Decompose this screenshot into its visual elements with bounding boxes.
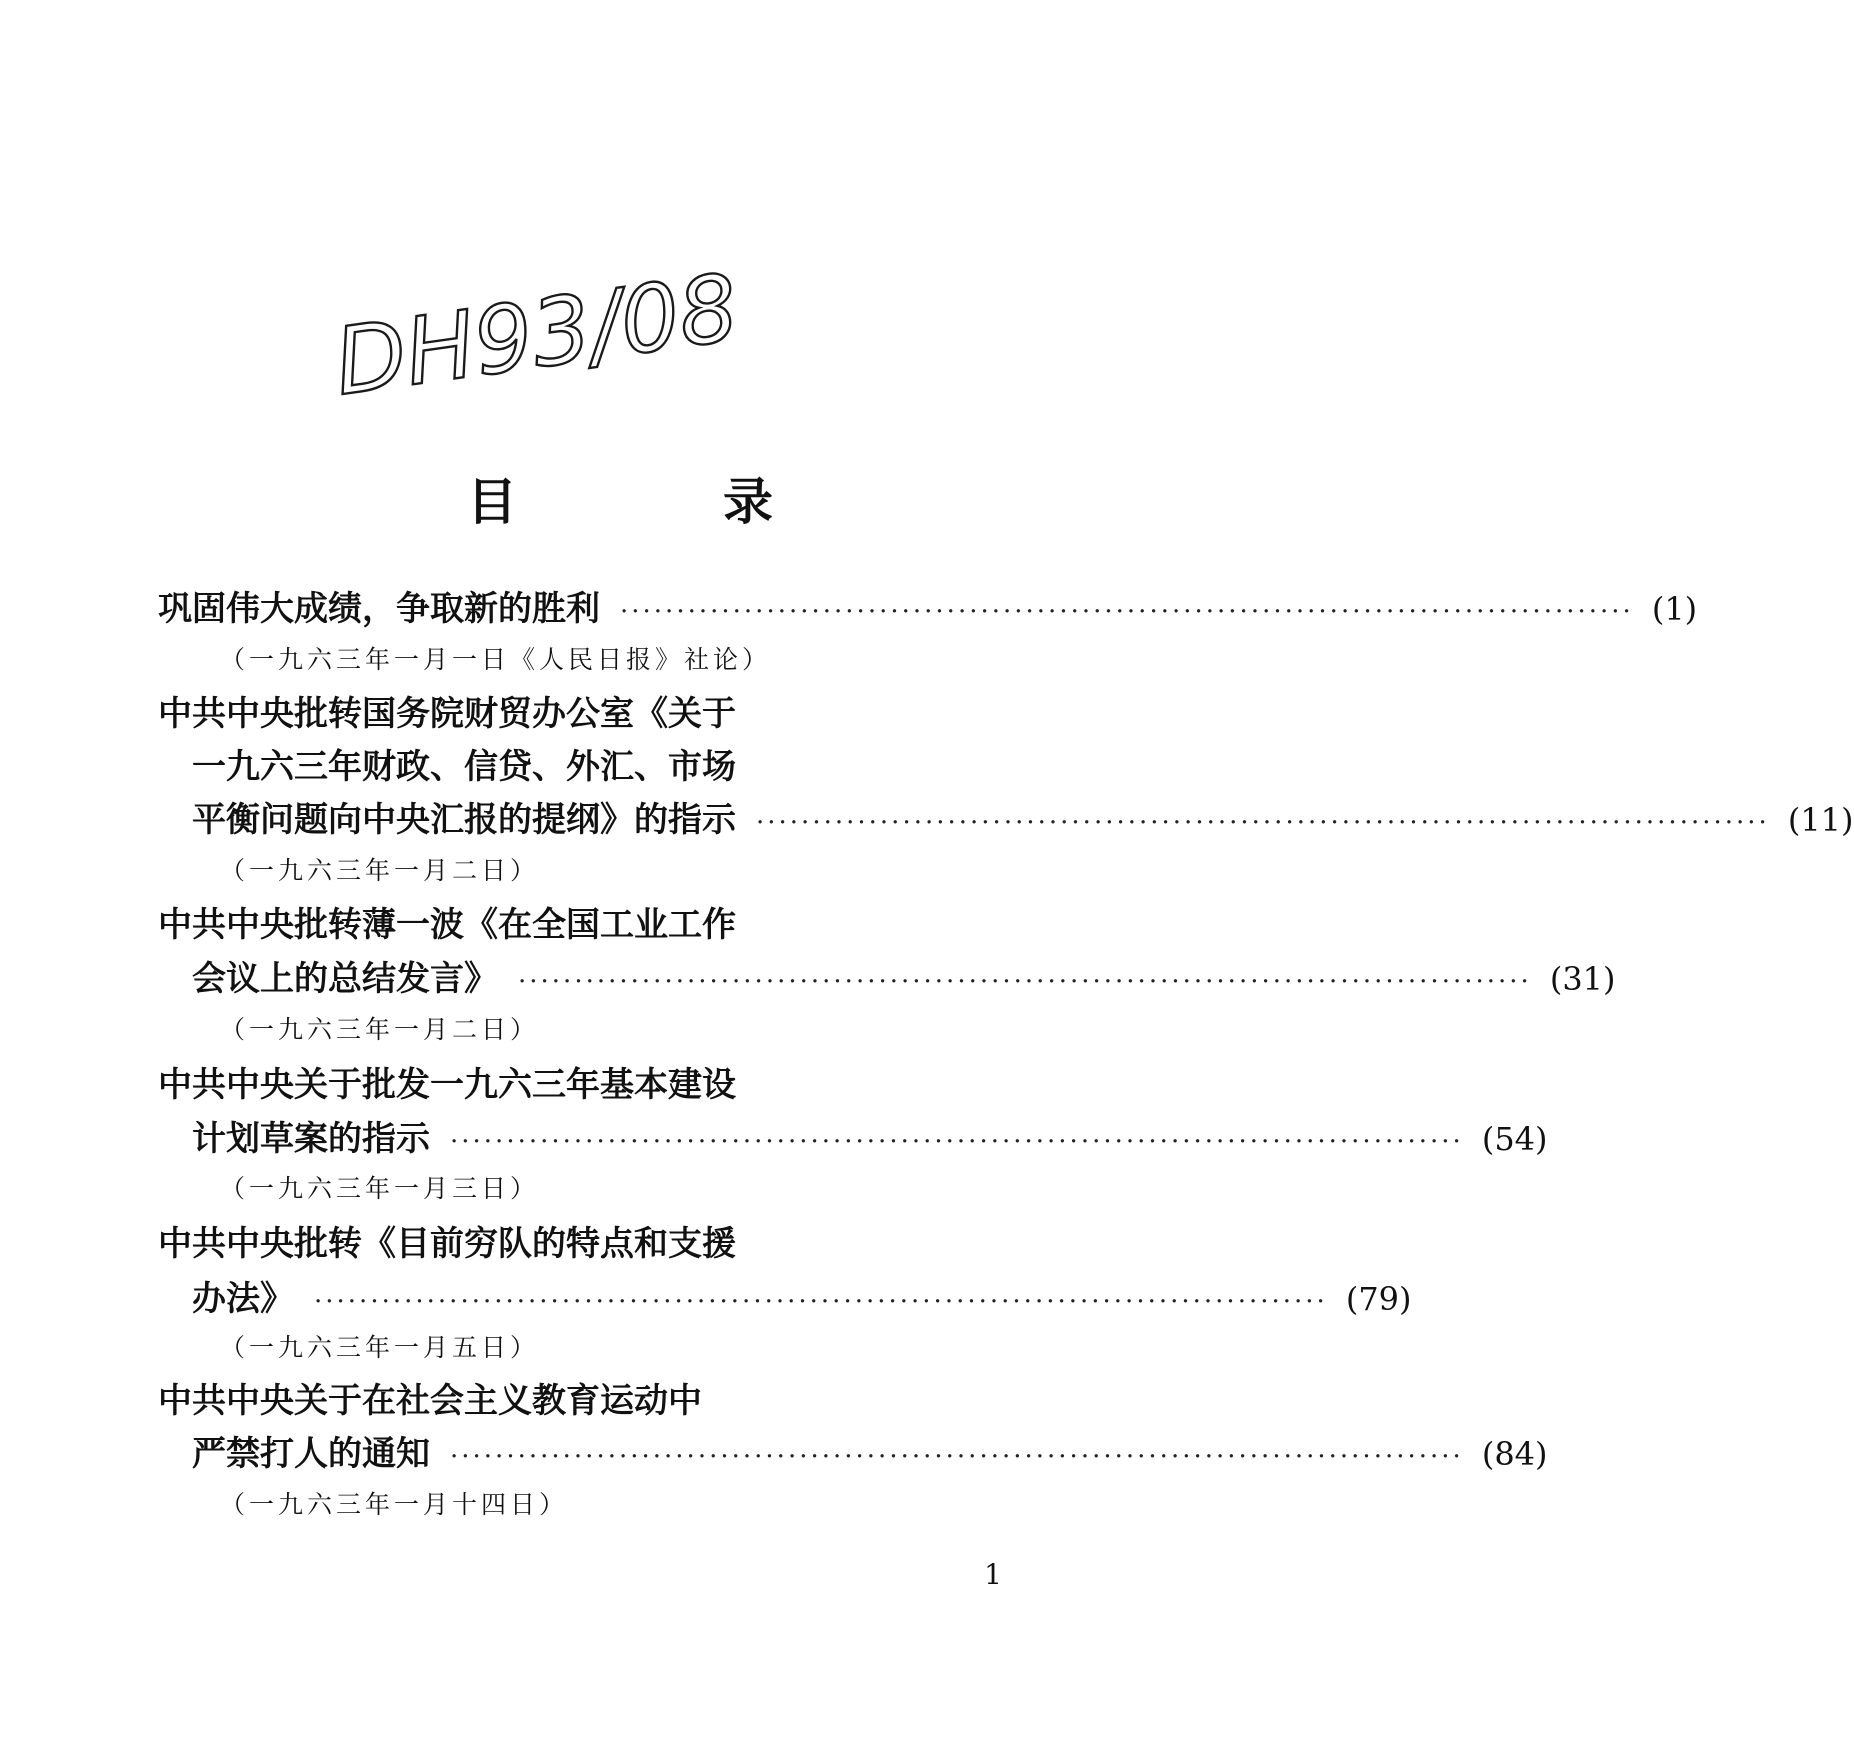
toc-entry-title-line[interactable]: 中共中央批转《目前穷队的特点和支援: [158, 1224, 736, 1264]
toc-entry-title-line: 办法》: [192, 1279, 294, 1319]
leader-dots: [620, 599, 1634, 625]
leader-dots: [756, 810, 1770, 836]
toc-page-ref: (84): [1481, 1435, 1548, 1473]
page-number: 1: [984, 1558, 1002, 1591]
toc-entry-date: （一九六三年一月三日）: [220, 1174, 540, 1203]
toc-page-ref: (79): [1345, 1280, 1412, 1318]
page-title: 目 录: [467, 472, 851, 531]
toc-entry-1[interactable]: [158, 589, 1698, 629]
toc-page-ref: (1): [1651, 590, 1698, 628]
leader-dots: [450, 1129, 1464, 1155]
toc-entry-6[interactable]: [192, 1434, 1548, 1474]
toc-entry-date: （一九六三年一月五日）: [220, 1333, 540, 1362]
toc-entry-date: （一九六三年一月十四日）: [220, 1490, 569, 1519]
toc-entry-date: （一九六三年一月二日）: [220, 1015, 540, 1044]
handwritten-catalog-mark: [327, 253, 745, 417]
toc-entry-title-line: 平衡问题向中央汇报的提纲》的指示: [192, 800, 736, 840]
toc-entry-title-line[interactable]: 中共中央批转薄一波《在全国工业工作: [158, 905, 736, 945]
toc-page-ref: (54): [1481, 1120, 1548, 1158]
toc-entry-3[interactable]: [192, 959, 1616, 999]
toc-entry-title-line[interactable]: 中共中央关于批发一九六三年基本建设: [158, 1065, 736, 1105]
leader-dots: [450, 1444, 1464, 1470]
toc-entry-5[interactable]: [192, 1279, 1412, 1319]
handwritten-mark-text: DH93/08: [328, 253, 745, 417]
toc-entry-2[interactable]: [192, 800, 1854, 840]
toc-entry-title-line[interactable]: 一九六三年财政、信贷、外汇、市场: [192, 747, 736, 787]
toc-entry-4[interactable]: [192, 1119, 1548, 1159]
toc-page-ref: (31): [1549, 960, 1616, 998]
toc-page-ref: (11): [1787, 801, 1854, 839]
toc-entry-date: （一九六三年一月一日《人民日报》社论）: [220, 645, 772, 674]
toc-entry-date: （一九六三年一月二日）: [220, 856, 540, 885]
toc-entry-title-line: 巩固伟大成绩，争取新的胜利: [158, 589, 600, 629]
toc-entry-title-line[interactable]: 中共中央批转国务院财贸办公室《关于: [158, 694, 736, 734]
toc-entry-title-line[interactable]: 中共中央关于在社会主义教育运动中: [158, 1381, 702, 1421]
toc-entry-title-line: 严禁打人的通知: [192, 1434, 430, 1474]
toc-entry-title-line: 计划草案的指示: [192, 1119, 430, 1159]
leader-dots: [314, 1289, 1328, 1315]
leader-dots: [518, 969, 1532, 995]
toc-entry-title-line: 会议上的总结发言》: [192, 959, 498, 999]
